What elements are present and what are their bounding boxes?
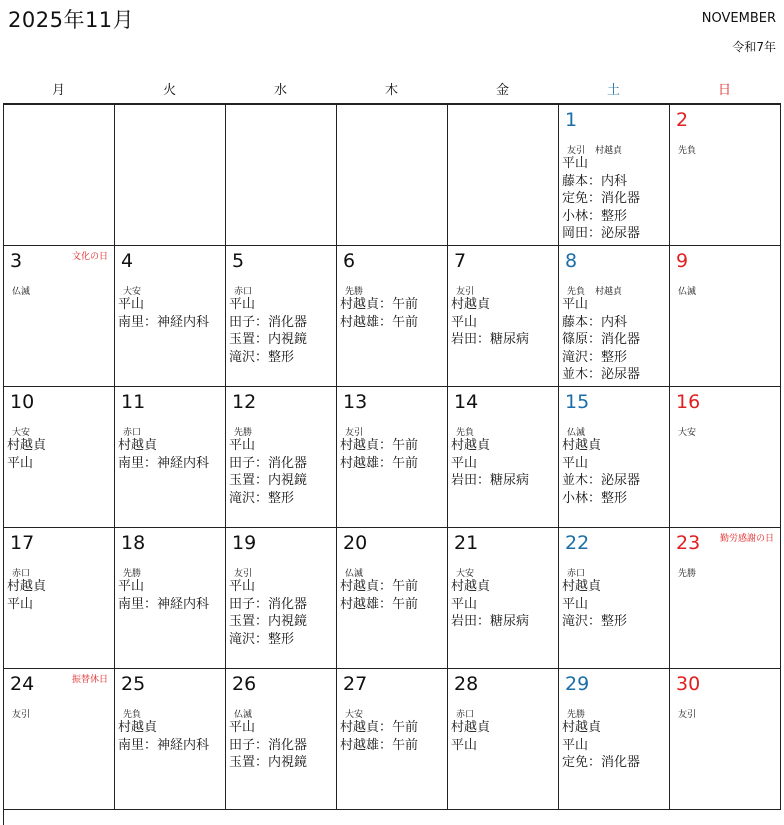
empty-day-cell: [226, 105, 337, 246]
schedule-list: [340, 719, 418, 754]
era-year-label: 令和7年: [732, 40, 776, 54]
day-cell: [670, 387, 781, 528]
schedule-list: [451, 719, 490, 754]
schedule-entry: 滝沢：整形: [229, 631, 295, 647]
day-number: 17: [10, 532, 35, 554]
rokuyo-label: 友引: [12, 710, 31, 720]
schedule-entry: 村越貞：午前: [340, 720, 419, 735]
day-cell: [448, 246, 559, 387]
schedule-list: [7, 437, 46, 472]
schedule-entry: 平山: [229, 297, 256, 312]
day-number: 28: [454, 673, 479, 695]
day-number: 25: [121, 673, 146, 695]
day-number: 13: [343, 391, 368, 413]
rokuyo-label: 先勝: [234, 428, 253, 438]
schedule-list: [118, 437, 209, 472]
schedule-entry: 平山: [562, 596, 589, 612]
schedule-list: [562, 296, 640, 384]
day-cell: [448, 387, 559, 528]
day-number: 1: [565, 109, 578, 131]
schedule-list: [562, 437, 640, 507]
schedule-list: [562, 719, 640, 772]
rokuyo-label: 大安: [678, 428, 697, 438]
calendar-title: 2025年11月: [8, 8, 135, 32]
day-cell: [559, 387, 670, 528]
holiday-label: 勤労感謝の日: [719, 534, 774, 544]
weekday-sat: 土: [606, 83, 620, 98]
rokuyo-label: 仏滅: [567, 428, 586, 438]
schedule-entry: 岩田：糖尿病: [451, 614, 530, 629]
day-cell: [670, 105, 781, 246]
schedule-list: [229, 437, 307, 507]
day-number: 18: [121, 532, 146, 554]
day-number: 15: [565, 391, 590, 413]
day-number: 27: [343, 673, 368, 695]
empty-day-cell: [4, 105, 115, 246]
day-cell: [226, 669, 337, 810]
day-number: 30: [676, 673, 701, 695]
schedule-entry: 南里：神経内科: [118, 737, 210, 753]
day-number: 22: [565, 532, 590, 554]
day-number: 26: [232, 673, 257, 695]
schedule-entry: 平山: [229, 579, 256, 594]
day-number: 24: [10, 673, 35, 695]
schedule-entry: 村越貞: [562, 579, 602, 594]
day-number: 12: [232, 391, 257, 413]
rokuyo-label: 仏滅: [345, 569, 364, 579]
day-cell: [559, 669, 670, 810]
schedule-entry: 村越貞: [451, 720, 491, 735]
day-number: 19: [232, 532, 257, 554]
schedule-entry: 村越貞: [7, 438, 47, 453]
rokuyo-label: 友引: [678, 710, 697, 720]
day-number: 2: [676, 109, 689, 131]
rokuyo-label: 先負: [123, 710, 142, 720]
schedule-entry: 平山: [118, 297, 145, 312]
day-cell: [670, 246, 781, 387]
rokuyo-label: 先負: [678, 146, 697, 156]
schedule-list: [340, 296, 418, 331]
schedule-entry: 並木：泌尿器: [562, 473, 641, 488]
rokuyo-label: 友引: [567, 146, 586, 156]
day-cell: [337, 246, 448, 387]
schedule-entry: 岩田：糖尿病: [451, 473, 530, 488]
calendar-grid: [3, 103, 781, 825]
day-cell: [670, 669, 781, 810]
weekday-tue: 火: [162, 83, 176, 98]
schedule-entry: 藤本：内科: [562, 173, 628, 189]
schedule-entry: 村越貞：午前: [340, 297, 419, 312]
schedule-entry: 岡田：泌尿器: [562, 226, 641, 241]
day-cell: [226, 528, 337, 669]
schedule-entry: 滝沢：整形: [562, 614, 628, 629]
weekday-mon: 月: [51, 83, 65, 98]
rokuyo-label: 赤口: [456, 710, 475, 720]
day-cell: [448, 669, 559, 810]
schedule-entry: 平山: [229, 438, 256, 453]
schedule-entry: 定免：消化器: [562, 191, 641, 206]
rokuyo-label: 赤口: [123, 428, 142, 438]
weekday-sun: 日: [717, 83, 731, 98]
rokuyo-label: 仏滅: [12, 287, 31, 297]
schedule-entry: 村越雄：午前: [340, 596, 419, 612]
schedule-entry: 篠原：消化器: [562, 332, 641, 347]
schedule-list: [451, 296, 529, 349]
schedule-entry: 田子：消化器: [229, 596, 308, 612]
weekday-wed: 水: [273, 83, 287, 98]
schedule-list: [229, 578, 307, 648]
schedule-entry: 村越貞: [118, 720, 158, 735]
rokuyo-label: 赤口: [234, 287, 253, 297]
rokuyo-label: 先勝: [345, 287, 364, 297]
day-cell: [115, 528, 226, 669]
holiday-label: 振替休日: [71, 675, 108, 685]
day-number: 14: [454, 391, 479, 413]
schedule-entry: 並木：泌尿器: [562, 367, 641, 382]
empty-day-cell: [115, 105, 226, 246]
rokuyo-label: 大安: [456, 569, 475, 579]
schedule-entry: 村越貞: [562, 720, 602, 735]
day-cell: [559, 246, 670, 387]
rokuyo-label: 先負: [567, 287, 586, 297]
schedule-list: [562, 578, 627, 631]
schedule-entry: 平山: [451, 737, 478, 753]
day-number: 16: [676, 391, 701, 413]
schedule-entry: 平山: [562, 297, 589, 312]
schedule-list: [451, 578, 529, 631]
day-number: 21: [454, 532, 479, 554]
day-cell: [4, 528, 115, 669]
rokuyo-label: 友引: [234, 569, 253, 579]
schedule-list: [229, 296, 307, 366]
day-number: 5: [232, 250, 245, 272]
schedule-entry: 平山: [451, 596, 478, 612]
rokuyo-label: 大安: [345, 710, 364, 720]
day-cell: [115, 246, 226, 387]
schedule-list: [340, 437, 418, 472]
schedule-entry: 南里：神経内科: [118, 314, 210, 330]
rokuyo-label: 友引: [345, 428, 364, 438]
schedule-entry: 平山: [7, 455, 34, 471]
day-number: 20: [343, 532, 368, 554]
day-cell: [4, 246, 115, 387]
schedule-entry: 滝沢：整形: [229, 490, 295, 506]
schedule-entry: 玉置：内視鏡: [229, 332, 308, 347]
empty-day-cell: [337, 105, 448, 246]
rokuyo-label: 大安: [12, 428, 31, 438]
schedule-entry: 南里：神経内科: [118, 455, 210, 471]
weekday-header-row: [3, 80, 780, 104]
schedule-list: [118, 296, 209, 331]
day-number: 6: [343, 250, 356, 272]
day-number: 4: [121, 250, 134, 272]
duty-doctor-label: 村越貞: [595, 287, 623, 297]
weekday-thu: 木: [384, 83, 398, 98]
schedule-entry: 定免：消化器: [562, 755, 641, 770]
schedule-entry: 村越雄：午前: [340, 737, 419, 753]
day-cell: [226, 387, 337, 528]
day-cell: [115, 669, 226, 810]
day-cell: [337, 669, 448, 810]
day-cell: [670, 528, 781, 669]
schedule-entry: 藤本：内科: [562, 314, 628, 330]
schedule-entry: 平山: [229, 720, 256, 735]
schedule-entry: 平山: [451, 314, 478, 330]
day-number: 8: [565, 250, 578, 272]
schedule-entry: 村越貞：午前: [340, 438, 419, 453]
schedule-entry: 村越雄：午前: [340, 314, 419, 330]
day-number: 29: [565, 673, 590, 695]
schedule-entry: 田子：消化器: [229, 314, 308, 330]
schedule-entry: 平山: [562, 737, 589, 753]
rokuyo-label: 赤口: [12, 569, 31, 579]
rokuyo-label: 先勝: [567, 710, 586, 720]
schedule-entry: 村越雄：午前: [340, 455, 419, 471]
rokuyo-label: 先勝: [678, 569, 697, 579]
day-number: 3: [10, 250, 23, 272]
schedule-entry: 村越貞: [451, 579, 491, 594]
schedule-entry: 平山: [562, 455, 589, 471]
schedule-entry: 滝沢：整形: [229, 349, 295, 365]
schedule-list: [7, 578, 46, 613]
day-cell: [337, 387, 448, 528]
rokuyo-label: 大安: [123, 287, 142, 297]
schedule-entry: 玉置：内視鏡: [229, 755, 308, 770]
schedule-entry: 平山: [562, 156, 589, 171]
day-number: 23: [676, 532, 701, 554]
day-number: 11: [121, 391, 146, 413]
day-number: 10: [10, 391, 35, 413]
empty-day-cell: [448, 105, 559, 246]
schedule-entry: 田子：消化器: [229, 737, 308, 753]
day-cell: [4, 387, 115, 528]
rokuyo-label: 先負: [456, 428, 475, 438]
schedule-list: [340, 578, 418, 613]
day-cell: [559, 105, 670, 246]
schedule-entry: 小林：整形: [562, 490, 628, 506]
holiday-label: 文化の日: [71, 252, 108, 262]
schedule-entry: 村越貞：午前: [340, 579, 419, 594]
weekday-fri: 金: [495, 83, 509, 98]
schedule-entry: 平山: [451, 455, 478, 471]
schedule-entry: 小林：整形: [562, 208, 628, 224]
rokuyo-label: 仏滅: [678, 287, 697, 297]
rokuyo-label: 先勝: [123, 569, 142, 579]
schedule-entry: 村越貞: [118, 438, 158, 453]
schedule-entry: 村越貞: [562, 438, 602, 453]
day-cell: [337, 528, 448, 669]
schedule-entry: 村越貞: [7, 579, 47, 594]
schedule-list: [118, 578, 209, 613]
day-number: 9: [676, 250, 689, 272]
schedule-entry: 田子：消化器: [229, 455, 308, 471]
schedule-entry: 平山: [118, 579, 145, 594]
day-cell: [226, 246, 337, 387]
day-cell: [115, 387, 226, 528]
schedule-list: [118, 719, 209, 754]
schedule-entry: 南里：神経内科: [118, 596, 210, 612]
duty-doctor-label: 村越貞: [595, 146, 623, 156]
day-cell: [559, 528, 670, 669]
schedule-entry: 玉置：内視鏡: [229, 614, 308, 629]
schedule-entry: 滝沢：整形: [562, 349, 628, 365]
schedule-list: [229, 719, 307, 772]
schedule-list: [451, 437, 529, 490]
schedule-entry: 岩田：糖尿病: [451, 332, 530, 347]
month-english-label: NOVEMBER: [701, 11, 776, 26]
schedule-entry: 平山: [7, 596, 34, 612]
schedule-entry: 玉置：内視鏡: [229, 473, 308, 488]
day-number: 7: [454, 250, 467, 272]
rokuyo-label: 赤口: [567, 569, 586, 579]
schedule-list: [562, 155, 640, 243]
rokuyo-label: 友引: [456, 287, 475, 297]
rokuyo-label: 仏滅: [234, 710, 253, 720]
day-cell: [448, 528, 559, 669]
schedule-entry: 村越貞: [451, 297, 491, 312]
day-cell: [4, 669, 115, 810]
schedule-entry: 村越貞: [451, 438, 491, 453]
